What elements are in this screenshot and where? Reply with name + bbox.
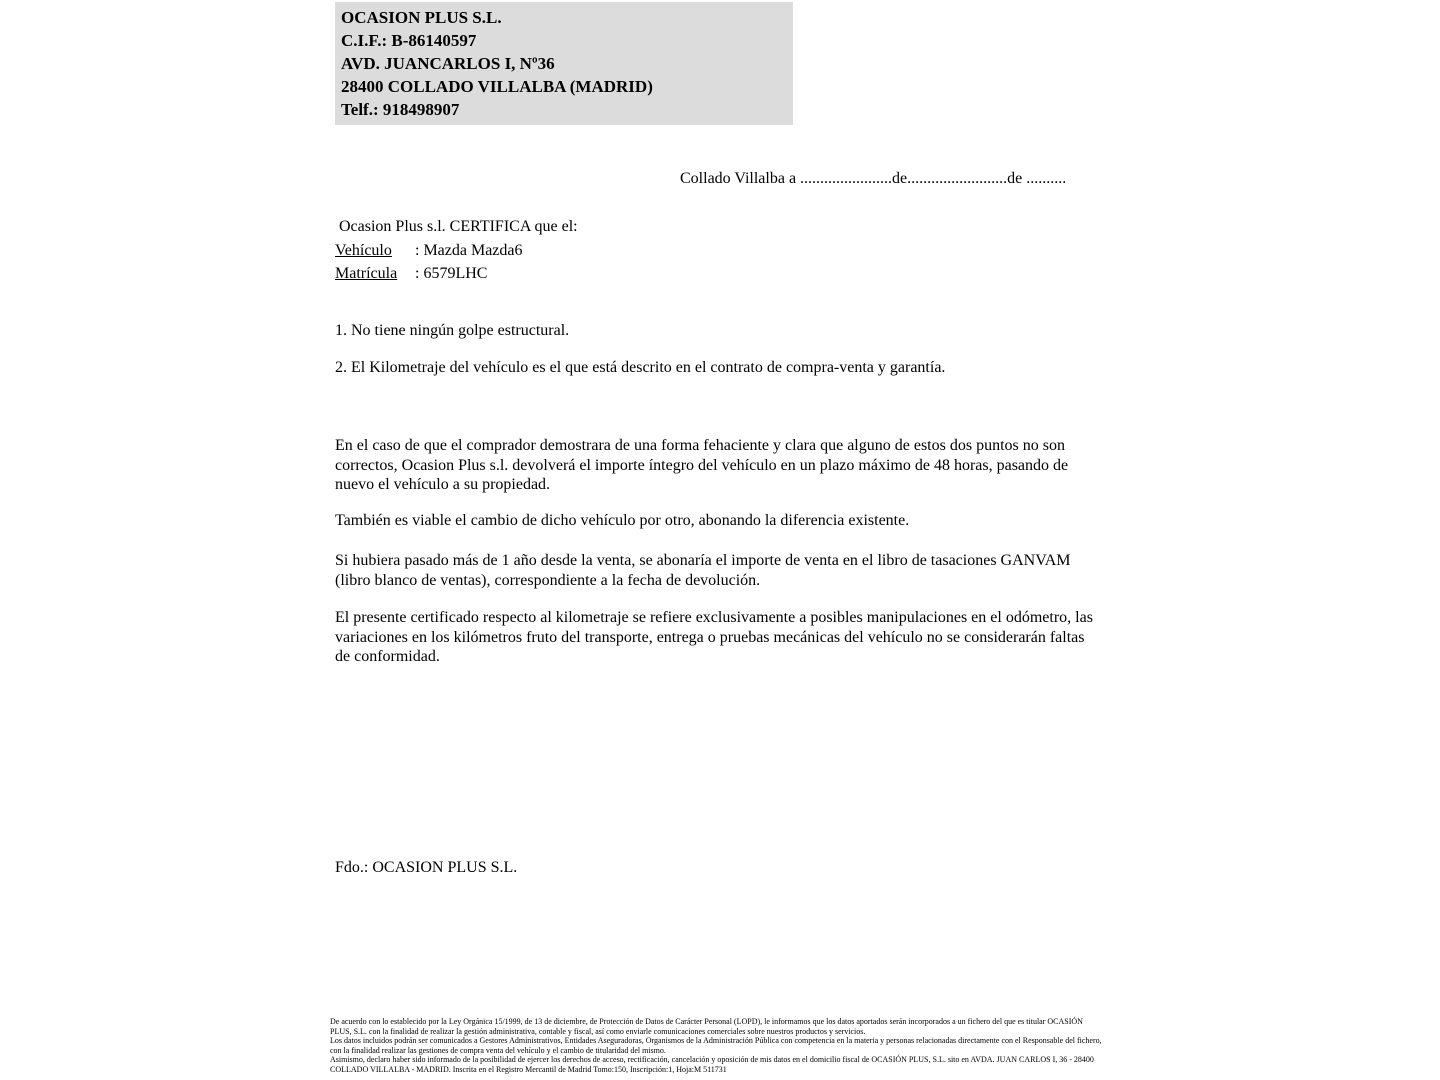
company-city: 28400 COLLADO VILLALBA (MADRID) [341, 77, 653, 96]
company-cif: C.I.F.: B-86140597 [341, 31, 477, 50]
paragraph-odometer: El presente certificado respecto al kilometraje se refiere exclusivamente a posibles manipulaciones en el odómetro, las variaciones en los kilómetros fruto del transporte, entrega o pruebas mecánicas del vehículo no se considerarán faltas de conformidad. [335, 609, 1093, 665]
plate-row [335, 262, 578, 286]
vehicle-value: : Mazda Mazda6 [415, 241, 523, 259]
legal-paragraph-rights: Asimismo, declaro haber sido informado de la posibilidad de ejercer los derechos de acceso, rectificación, cancelación y oposición de mis datos en el domicilio fiscal de OCASIÓN PLUS, S.L. sito en AVDA. JUAN CARLOS I, 36 - 28400 COLLADO VILLALBA - MADRID. Inscrita en el Registro Mercantil de Madrid Tomo:150, Inscripción:1, Hoja:M 511731 [330, 1055, 1094, 1074]
paragraph-exchange: También es viable el cambio de dicho vehículo por otro, abonando la diferencia existente. [335, 512, 910, 529]
legal-footer [330, 1017, 1104, 1075]
company-header-box [335, 2, 793, 125]
plate-label: Matrícula [335, 265, 398, 282]
company-address: AVD. JUANCARLOS I, Nº36 [341, 54, 555, 73]
paragraph-refund: En el caso de que el comprador demostrara de una forma fehaciente y clara que alguno de estos dos puntos no son correctos, Ocasion Plus s.l. devolverá el importe íntegro del vehículo en un plazo máximo de 48 horas, pasando de nuevo el vehículo a su propiedad. [335, 437, 1069, 493]
certify-block [335, 215, 578, 286]
point-structural: 1. No tiene ningún golpe estructural. [335, 322, 570, 339]
paragraph-ganvam: Si hubiera pasado más de 1 año desde la venta, se abonaría el importe de venta en el libro de tasaciones GANVAM (libro blanco de ventas), correspondiente a la fecha de devolución. [335, 552, 1071, 589]
certify-intro: Ocasion Plus s.l. CERTIFICA que el: [339, 218, 578, 235]
date-line: Collado Villalba a .......................de.........................de .......... [680, 170, 1067, 187]
point-mileage: 2. El Kilometraje del vehículo es el que está descrito en el contrato de compra-venta y garantía. [335, 359, 946, 376]
vehicle-row [335, 239, 578, 263]
legal-paragraph-data-sharing: Los datos incluidos podrán ser comunicados a Gestores Administrativos, Entidades Aseguradoras, Organismos de la Administración Pública con competencia en la materia y personas relacionadas directamente con el Responsable del fichero, con la finalidad realizar las gestiones de compra venta del vehículo y el cambio de titularidad del mismo. [330, 1036, 1102, 1055]
signature-line: Fdo.: OCASION PLUS S.L. [335, 859, 518, 876]
company-name: OCASION PLUS S.L. [341, 8, 502, 27]
vehicle-label: Vehículo [335, 241, 392, 259]
plate-value: : 6579LHC [415, 265, 488, 282]
company-phone: Telf.: 918498907 [341, 100, 460, 119]
legal-paragraph-lopd: De acuerdo con lo establecido por la Ley Orgánica 15/1999, de 13 de diciembre, de Protección de Datos de Carácter Personal (LOPD), le informamos que los datos aportados serán incorporados a un fichero del que es titular OCASIÓN PLUS, S.L. con la finalidad de realizar la gestión administrativa, contable y fiscal, así como enviarle comunicaciones comerciales sobre nuestros productos y servicios. [330, 1017, 1083, 1036]
